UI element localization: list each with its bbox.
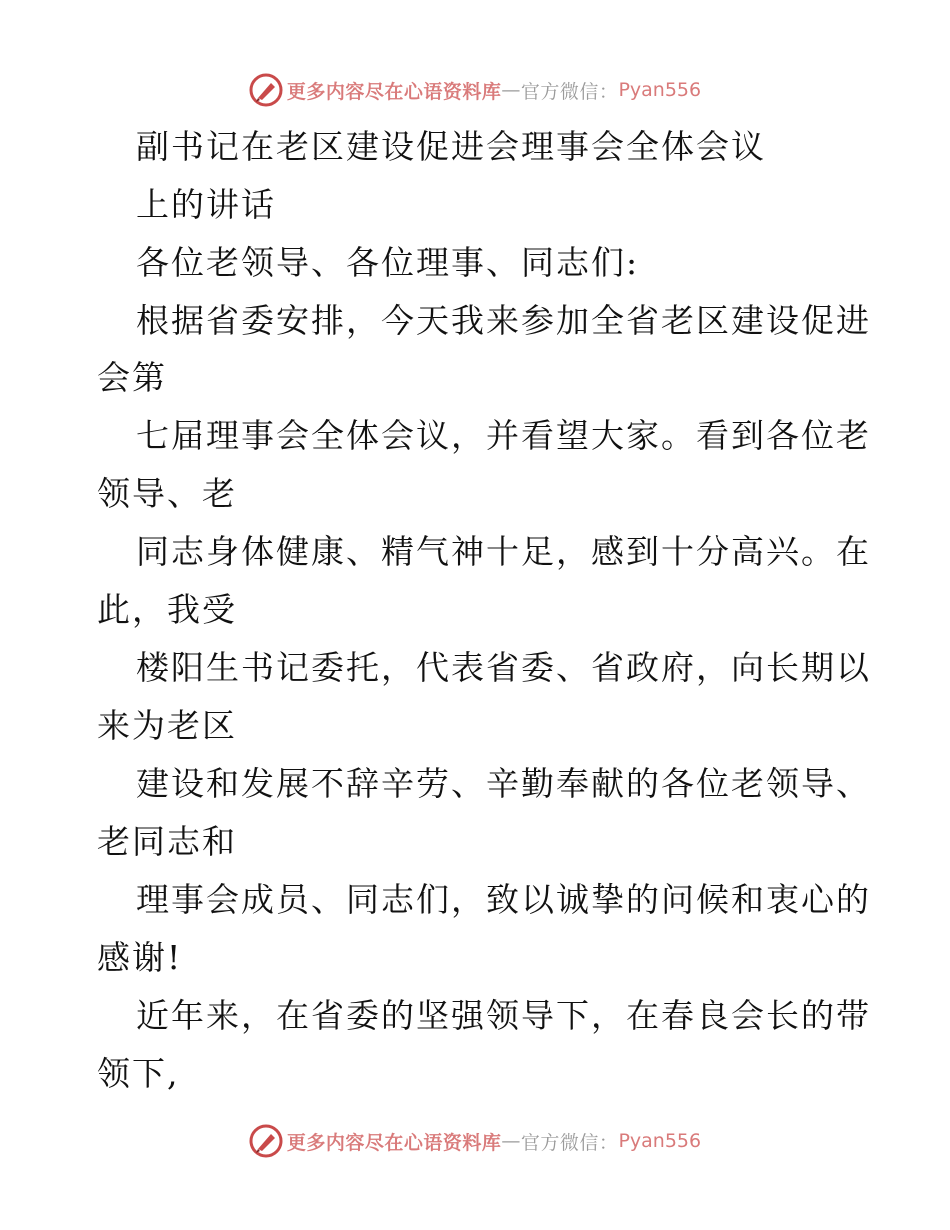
watermark-wechat-id: Pyan556: [618, 79, 702, 101]
body-line: 老同志和: [97, 822, 237, 861]
body-line: 七届理事会全体会议，并看望大家。看到各位老: [136, 416, 871, 455]
body-line: 同志身体健康、精气神十足，感到十分高兴。在: [136, 532, 871, 571]
pen-logo-icon: [249, 1124, 283, 1158]
doc-title-line-2: 上的讲话: [136, 185, 276, 224]
body-line: 楼阳生书记委托，代表省委、省政府，向长期以: [136, 648, 871, 687]
body-line: 领导、老: [97, 474, 237, 513]
body-line: 建设和发展不辞辛劳、辛勤奉献的各位老领导、: [136, 764, 871, 803]
watermark-official-label: 官方微信：: [520, 80, 619, 103]
watermark-wechat-id: Pyan556: [618, 1130, 702, 1152]
watermark-header: [0, 72, 950, 108]
watermark-official-label: 官方微信：: [520, 1131, 619, 1154]
body-line: 此，我受: [97, 590, 237, 629]
body-line: 感谢!: [97, 938, 183, 977]
body-line: 近年来，在省委的坚强领导下，在春良会长的带: [136, 996, 871, 1035]
body-line: 理事会成员、同志们，致以诚挚的问候和衷心的: [136, 880, 871, 919]
body-line: 会第: [97, 358, 167, 397]
watermark-dash: —: [501, 1130, 521, 1152]
body-line: 根据省委安排，今天我来参加全省老区建设促进: [136, 301, 871, 340]
salutation: 各位老领导、各位理事、同志们:: [136, 243, 640, 282]
watermark-footer: [0, 1123, 950, 1159]
watermark-main-text: 更多内容尽在心语资料库: [286, 80, 502, 103]
doc-title-line-1: 副书记在老区建设促进会理事会全体会议: [136, 127, 766, 166]
body-line: 领下,: [97, 1054, 180, 1093]
watermark-dash: —: [501, 79, 521, 101]
body-line: 来为老区: [97, 706, 237, 745]
pen-logo-icon: [249, 73, 283, 107]
watermark-main-text: 更多内容尽在心语资料库: [286, 1131, 502, 1154]
